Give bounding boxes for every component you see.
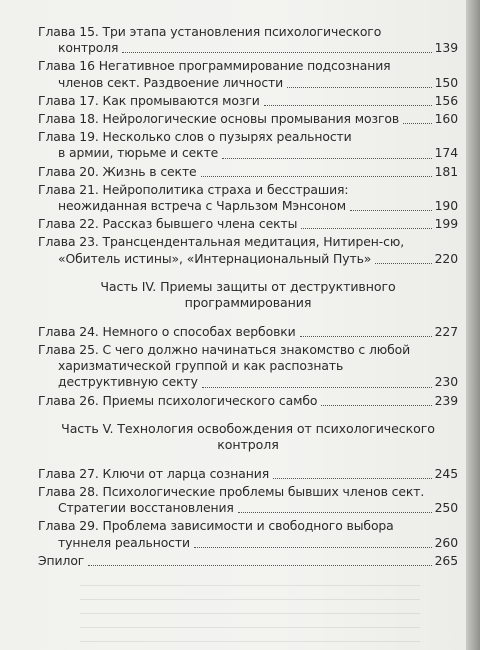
toc-entry-line (38, 342, 458, 358)
toc-page-number: 174 (434, 145, 458, 161)
toc-entry (38, 234, 458, 266)
toc-page-number: 250 (434, 500, 458, 516)
toc-entry (38, 164, 458, 180)
toc-entry-text: Глава 28. Психологические проблемы бывших членов сект. (38, 484, 425, 500)
toc-page-number: 160 (434, 111, 458, 127)
toc-entry-line (38, 40, 458, 56)
toc-entry-line (38, 111, 458, 127)
dot-leader (375, 262, 431, 264)
toc-group-part-iv (38, 324, 458, 409)
toc-entry-text: Глава 15. Три этапа установления психологического (38, 24, 382, 39)
toc-page-number: 239 (434, 392, 458, 408)
dot-leader (238, 511, 432, 513)
table-of-contents (38, 24, 458, 571)
dot-leader (194, 546, 432, 548)
page-gutter-shadow (466, 0, 480, 650)
toc-entry-text: Глава 25. С чего должно начинаться знакомство с любой (38, 342, 411, 358)
toc-entry-text: «Обитель истины», «Интернациональный Путь» (58, 250, 372, 266)
toc-entry-line (38, 553, 458, 569)
toc-entry-line (38, 93, 458, 109)
toc-entry-line (38, 24, 458, 40)
dot-leader (264, 104, 432, 106)
toc-entry-text: Стратегии восстановления (58, 500, 234, 516)
dot-leader (301, 227, 431, 229)
toc-page-number: 220 (434, 250, 458, 266)
part-heading-iv (38, 279, 458, 312)
toc-entry-line (38, 484, 458, 500)
dot-leader (403, 122, 432, 124)
toc-entry-text: Глава 20. Жизнь в секте (38, 163, 197, 179)
toc-entry-line (38, 324, 458, 340)
dot-leader (88, 564, 431, 566)
toc-entry-text: туннеля реальности (58, 534, 190, 550)
toc-entry (38, 182, 458, 214)
toc-entry-line (38, 518, 458, 534)
dot-leader (222, 157, 431, 159)
toc-entry (38, 93, 458, 109)
toc-entry (38, 24, 458, 56)
toc-entry-line (38, 374, 458, 390)
toc-entry-line (38, 164, 458, 180)
toc-entry (38, 466, 458, 482)
toc-entry-text: Глава 18. Нейрологические основы промывания мозгов (38, 111, 400, 127)
toc-entry (38, 518, 458, 550)
part-v-line-1: Часть V. Технология освобождения от психологического (61, 420, 435, 436)
toc-entry-text: Глава 17. Как промываются мозги (38, 92, 260, 108)
part-v-line-2: контроля (217, 437, 279, 453)
toc-group-part-v (38, 466, 458, 569)
toc-entry-text: Глава 24. Немного о способах вербовки (38, 323, 296, 339)
toc-page-number: 150 (434, 74, 458, 90)
dot-leader (350, 209, 432, 211)
toc-entry-line (38, 251, 458, 267)
toc-entry-line (38, 129, 458, 145)
toc-entry-text: контроля (58, 40, 119, 56)
toc-entry-text: Глава 16 Негативное программирование подсознания (38, 58, 391, 74)
toc-entry-text: харизматической группой и как распознать (58, 358, 344, 374)
toc-entry-text: Глава 23. Трансцендентальная медитация, Нитирен-сю, (38, 234, 405, 250)
toc-entry-text: Эпилог (38, 552, 85, 568)
toc-entry-line (38, 393, 458, 409)
toc-entry-line (38, 58, 458, 74)
dot-leader (201, 175, 432, 177)
toc-entry-text: Глава 26. Приемы психологического самбо (38, 392, 318, 408)
toc-entry-line (38, 466, 458, 482)
toc-page-number: 156 (434, 92, 458, 108)
toc-entry-line (38, 216, 458, 232)
dot-leader (287, 86, 432, 88)
toc-entry-line (38, 145, 458, 161)
toc-page-number: 227 (434, 323, 458, 339)
toc-entry-line (38, 234, 458, 250)
toc-entry (38, 111, 458, 127)
toc-page-number: 190 (434, 198, 458, 214)
toc-page-number: 265 (434, 552, 458, 568)
dot-leader (122, 51, 431, 53)
toc-entry-text: неожиданная встреча с Чарльзом Мэнсоном (58, 198, 347, 214)
toc-entry-text: членов сект. Раздвоение личности (58, 74, 284, 90)
toc-entry-text: деструктивную секту (58, 374, 198, 390)
toc-entry-text: Глава 27. Ключи от ларца сознания (38, 465, 270, 481)
toc-entry (38, 393, 458, 409)
toc-entry (38, 58, 458, 90)
toc-entry-text: Глава 22. Рассказ бывшего члена секты (38, 216, 298, 232)
toc-entry (38, 216, 458, 232)
toc-entry-text: Глава 19. Несколько слов о пузырях реальности (38, 129, 352, 145)
toc-page-number: 230 (434, 374, 458, 390)
toc-entry (38, 129, 458, 161)
toc-page-number: 260 (434, 534, 458, 550)
toc-entry-text: Глава 21. Нейрополитика страха и бесстрашия: (38, 181, 349, 197)
toc-entry-line (38, 358, 458, 374)
toc-entry-line (38, 500, 458, 516)
toc-page-number: 199 (434, 216, 458, 232)
toc-entry-line (38, 198, 458, 214)
toc-entry (38, 324, 458, 340)
toc-entry (38, 342, 458, 391)
toc-entry-line (38, 535, 458, 551)
toc-entry (38, 553, 458, 569)
dot-leader (202, 386, 432, 388)
dot-leader (300, 335, 432, 337)
part-heading-v (38, 421, 458, 454)
toc-group-top (38, 24, 458, 267)
dot-leader (273, 477, 432, 479)
show-through-text (80, 585, 420, 645)
part-iv-line-2: программирования (184, 295, 312, 311)
toc-entry-text: в армии, тюрьме и секте (58, 145, 219, 161)
toc-entry-text: Глава 29. Проблема зависимости и свободного выбора (38, 518, 394, 534)
toc-entry-line (38, 75, 458, 91)
toc-page-number: 181 (434, 163, 458, 179)
part-iv-line-1: Часть IV. Приемы защиты от деструктивного (100, 278, 396, 294)
dot-leader (321, 404, 431, 406)
toc-entry-line (38, 182, 458, 198)
toc-page-number: 245 (434, 465, 458, 481)
toc-entry (38, 484, 458, 516)
toc-page-number: 139 (434, 40, 458, 56)
